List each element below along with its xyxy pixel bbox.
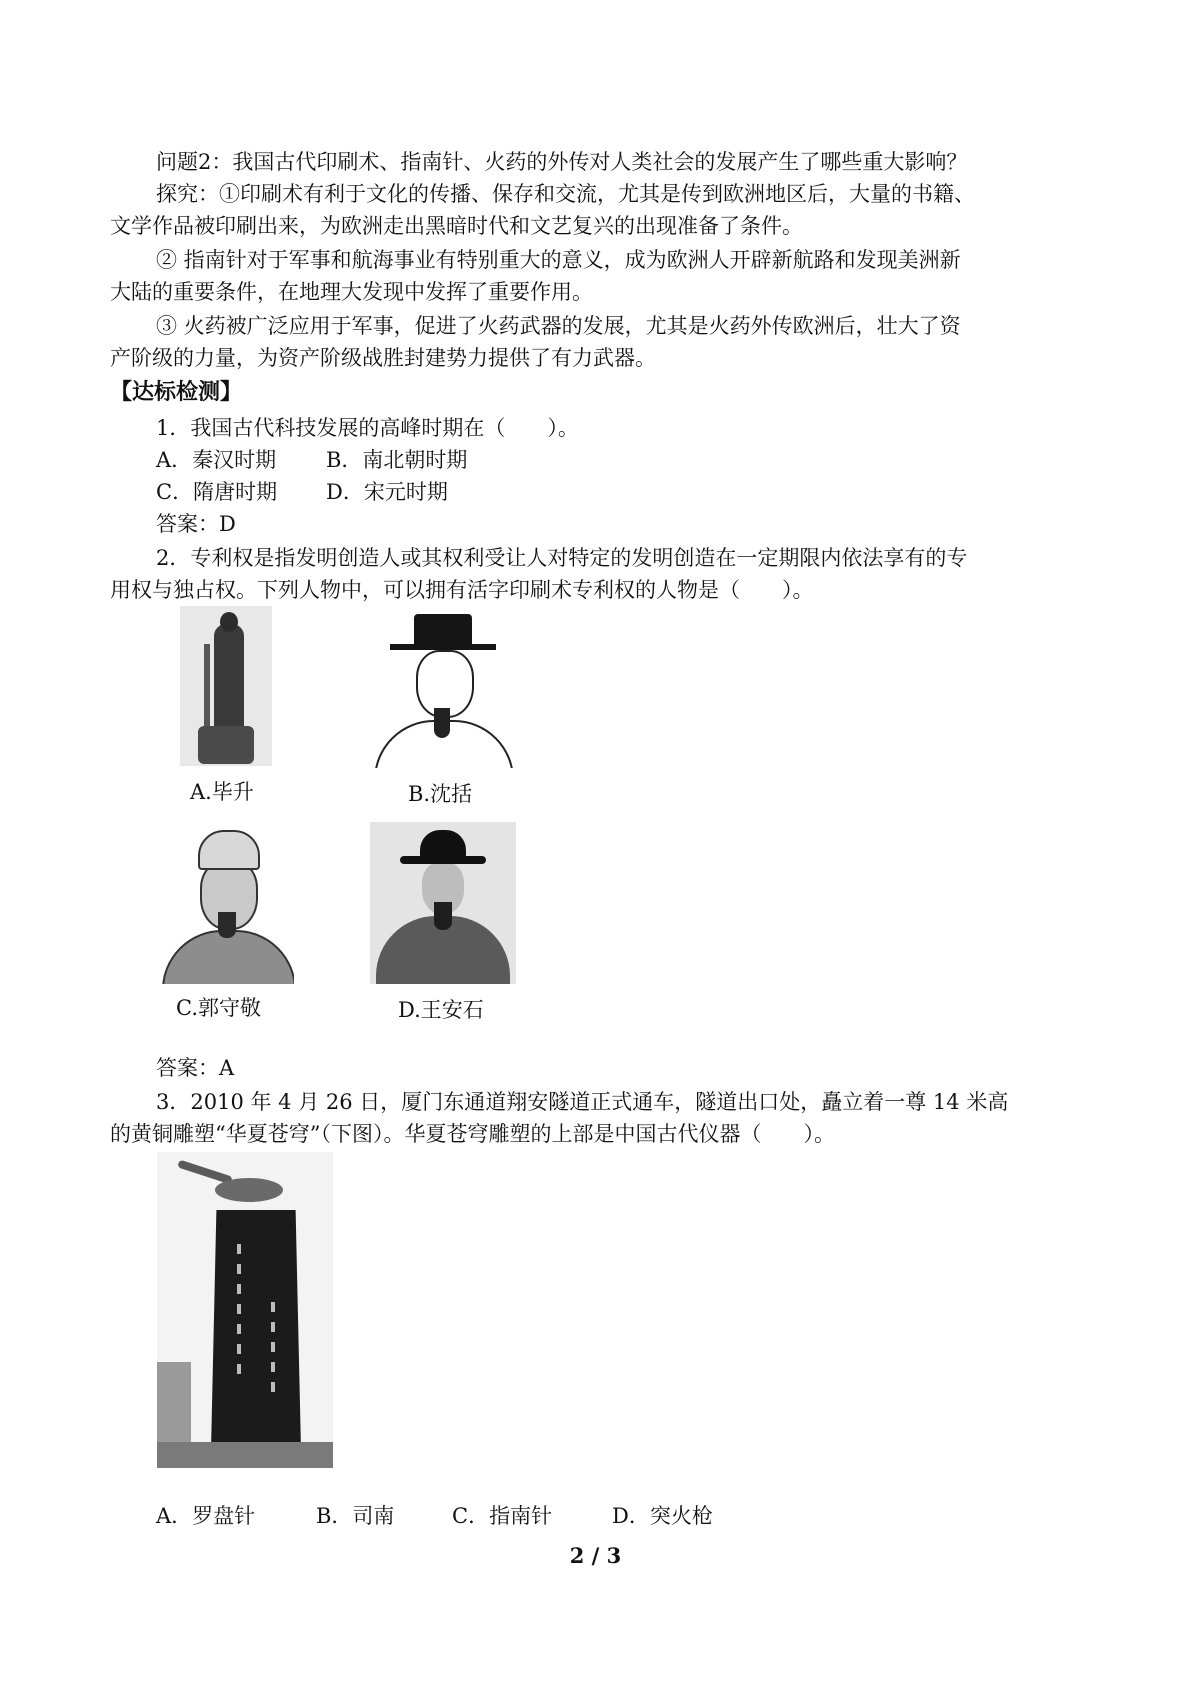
q1-answer: 答案：D bbox=[156, 512, 236, 536]
q3-options-row bbox=[156, 1500, 1090, 1532]
explore-1-line-2: 文学作品被印刷出来，为欧洲走出黑暗时代和文艺复兴的出现准备了条件。 bbox=[110, 214, 803, 238]
q2-stem-line-1: 2．专利权是指发明创造人或其权利受让人对特定的发明创造在一定期限内依法享有的专 bbox=[156, 546, 968, 570]
section-heading: 【达标检测】 bbox=[110, 379, 243, 405]
q1-options-row-2 bbox=[156, 476, 1090, 508]
q3-option-c: C．指南针 bbox=[452, 1504, 553, 1528]
q2-answer: 答案：A bbox=[156, 1056, 235, 1080]
caption-b: B.沈括 bbox=[408, 782, 473, 806]
shen-kuo-portrait-image bbox=[368, 608, 516, 768]
q1-option-a: A．秦汉时期 bbox=[156, 448, 277, 472]
q1-stem: 1．我国古代科技发展的高峰时期在（ ）。 bbox=[156, 416, 579, 440]
explore-2-line-2: 大陆的重要条件，在地理大发现中发挥了重要作用。 bbox=[110, 280, 593, 304]
q1-option-c: C．隋唐时期 bbox=[156, 480, 278, 504]
q1-options-row-1 bbox=[156, 444, 1090, 476]
q1-option-d: D．宋元时期 bbox=[326, 480, 448, 504]
sculpture-photo-image bbox=[157, 1152, 333, 1468]
wang-anshi-portrait-image bbox=[370, 822, 516, 984]
q3-option-d: D．突火枪 bbox=[612, 1504, 713, 1528]
explore-3-line-1: ③ 火药被广泛应用于军事，促进了火药武器的发展，尤其是火药外传欧洲后，壮大了资 bbox=[156, 314, 961, 338]
q1-option-b: B．南北朝时期 bbox=[326, 448, 468, 472]
q3-option-a: A．罗盘针 bbox=[156, 1504, 256, 1528]
explore-1-line-1: 探究：①印刷术有利于文化的传播、保存和交流，尤其是传到欧洲地区后，大量的书籍、 bbox=[156, 182, 975, 206]
guo-shoujing-portrait-image bbox=[160, 826, 294, 984]
caption-a: A.毕升 bbox=[190, 780, 254, 804]
explore-2-line-1: ② 指南针对于军事和航海事业有特别重大的意义，成为欧洲人开辟新航路和发现美洲新 bbox=[156, 248, 961, 272]
question-2-text: 问题2：我国古代印刷术、指南针、火药的外传对人类社会的发展产生了哪些重大影响？ bbox=[156, 150, 968, 174]
q3-stem-line-2: 的黄铜雕塑“华夏苍穹”（下图）。华夏苍穹雕塑的上部是中国古代仪器（ ）。 bbox=[110, 1122, 835, 1146]
q2-stem-line-2: 用权与独占权。下列人物中，可以拥有活字印刷术专利权的人物是（ ）。 bbox=[110, 578, 814, 602]
q3-stem-line-1: 3．2010 年 4 月 26 日，厦门东通道翔安隧道正式通车，隧道出口处，矗立着一尊 14 米高 bbox=[156, 1090, 1009, 1114]
caption-d: D.王安石 bbox=[398, 998, 484, 1022]
explore-3-line-2: 产阶级的力量，为资产阶级战胜封建势力提供了有力武器。 bbox=[110, 346, 656, 370]
caption-c: C.郭守敬 bbox=[176, 996, 261, 1020]
bi-sheng-statue-image bbox=[180, 606, 272, 766]
q3-option-b: B．司南 bbox=[316, 1504, 395, 1528]
page-number: 2 / 3 bbox=[569, 1543, 622, 1568]
